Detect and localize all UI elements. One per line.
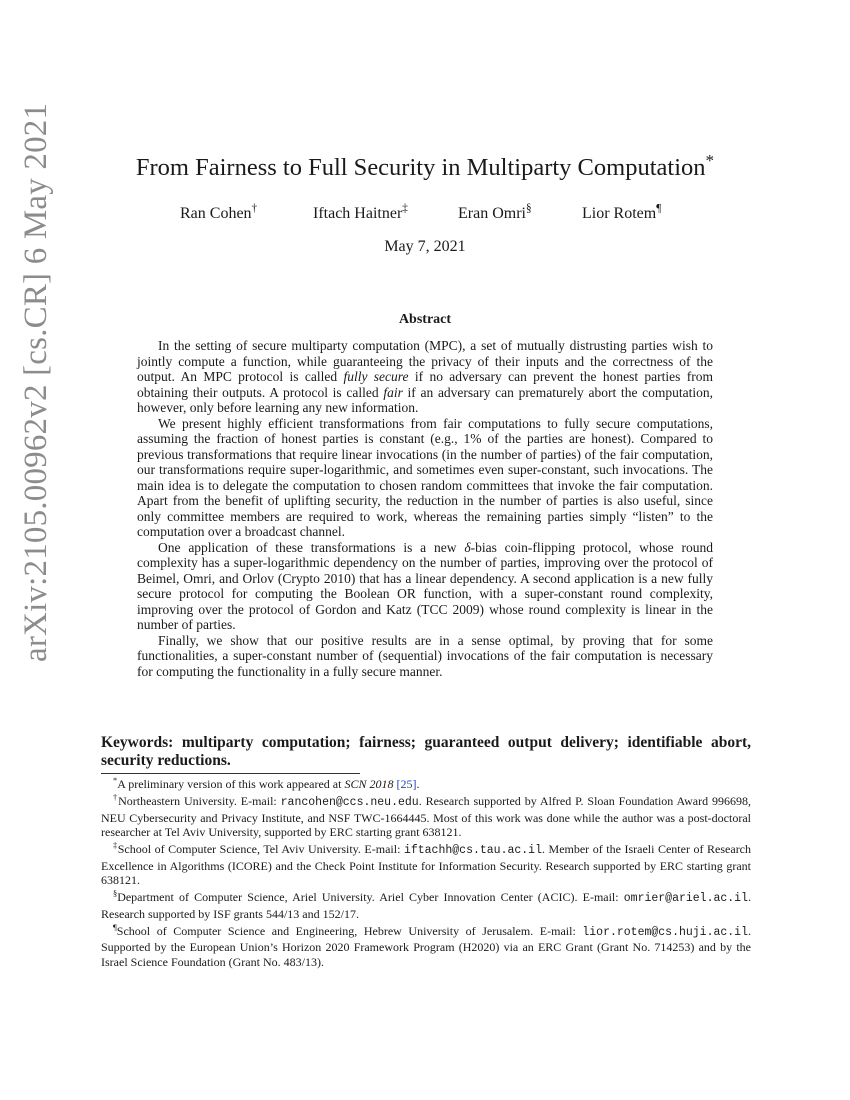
email-address: rancohen@ccs.neu.edu: [280, 796, 419, 809]
footnote: ¶School of Computer Science and Engineering, Hebrew University of Jerusalem. E-mail: lior.rotem@cs.huji.ac.il. Supported by the European Union’s Horizon 2020 Framework Program (H2020) via an ERC Grant (Grant No. 714253) and by the Israel Science Foundation (Grant No. 483/13).: [101, 922, 751, 969]
footnote: ‡School of Computer Science, Tel Aviv University. E-mail: iftachh@cs.tau.ac.il. Member of the Israeli Center of Research Excellence in Algorithms (ICORE) and the Check Point Institute for Information Security. Research supported by ERC starting grant 638121.: [101, 841, 752, 887]
title-footnote-mark: *: [705, 150, 715, 170]
abstract-paragraph: One application of these transformations is a new δ-bias coin-flipping protocol, whose round complexity has a super-logarithmic dependency on the number of parties, improving over the protocol of Beimel, Omri, and Orlov (Crypto 2010) that has a linear dependency. A second application is a new fully secure protocol for computing the Boolean OR function, with a super-constant round complexity, improving over the protocol of Gordon and Katz (TCC 2009) whose round complexity is linear in the number of parties.: [137, 539, 713, 632]
author: Ran Cohen†: [180, 202, 258, 222]
abstract-body: [137, 338, 713, 679]
publication-date: May 7, 2021: [384, 238, 466, 255]
author: Lior Rotem¶: [582, 202, 662, 222]
citation-link[interactable]: [25]: [396, 777, 417, 791]
arxiv-id: arXiv:2105.00962v2 [cs.CR] 6 May 2021: [18, 102, 54, 662]
email-address: lior.rotem@cs.huji.ac.il: [582, 925, 748, 939]
abstract-paragraph: Finally, we show that our positive results are in a sense optimal, by proving that for some functionalities, a super-constant number of (sequential) invocations of the fair computation is necessary for computing the functionality in a fully secure manner.: [137, 632, 713, 679]
footnote: §Department of Computer Science, Ariel University. Ariel Cyber Innovation Center (ACIC). E-mail: omrier@ariel.ac.il. Research supported by ISF grants 544/13 and 152/17.: [101, 889, 751, 921]
title-text: From Fairness to Full Security in Multiparty Computation: [135, 154, 706, 181]
abstract-heading: Abstract: [398, 312, 452, 327]
keywords: Keywords: multiparty computation; fairness; guaranteed output delivery; identifiable abort, security reductions.: [101, 734, 751, 769]
footnote: *A preliminary version of this work appeared at SCN 2018 [25].: [113, 776, 420, 791]
abstract-paragraph: We present highly efficient transformations from fair computations to fully secure computations, assuming the fraction of honest parties is constant (e.g., 1% of the parties are honest). Compared to previous transformations that require linear invocations (in the number of parties) of the fair computation, our transformations require super-logarithmic, and sometimes even super-constant, such invocations. The main idea is to delegate the computation to chosen random committees that invoke the fair computation. Apart from the benefit of uplifting security, the reduction in the number of parties is also useful, since only committee members are required to work, whereas the remaining parties simply “listen” to the computation over a broadcast channel.: [137, 415, 713, 539]
email-address: iftachh@cs.tau.ac.il: [403, 844, 542, 857]
paper-title: [0, 150, 850, 182]
email-address: omrier@ariel.ac.il: [623, 892, 748, 905]
footnotes: [101, 777, 751, 972]
author: Iftach Haitner‡: [313, 202, 408, 222]
abstract-paragraph: In the setting of secure multiparty computation (MPC), a set of mutually distrusting parties wish to jointly compute a function, while guaranteeing the privacy of their inputs and the correctness of the output. An MPC protocol is called fully secure if no adversary can prevent the honest parties from obtaining their outputs. A protocol is called fair if an adversary can prematurely abort the computation, however, only before learning any new information.: [137, 338, 713, 415]
footnote: †Northeastern University. E-mail: rancohen@ccs.neu.edu. Research supported by Alfred P. Sloan Foundation Award 996698, NEU Cybersecurity and Privacy Institute, and NSF TWC-1664445. Most of this work was done while the author was a post-doctoral researcher at Tel Aviv University, supported by ERC starting grant 638121.: [101, 793, 752, 839]
author: Eran Omri§: [458, 202, 532, 222]
footnote-rule: [101, 773, 360, 774]
